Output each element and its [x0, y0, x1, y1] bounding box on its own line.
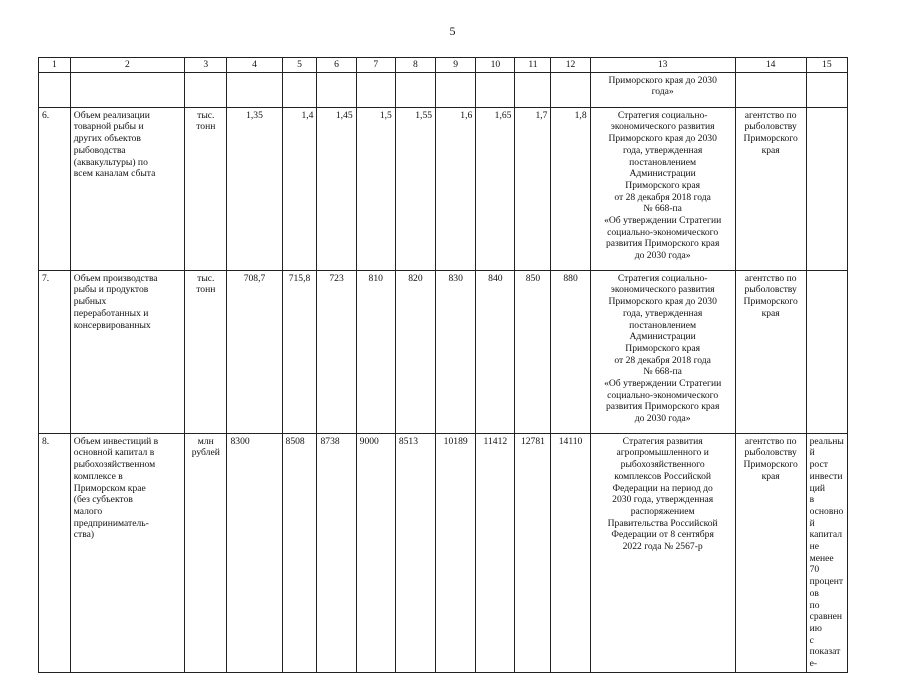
responsible-cell: агентство по рыболовству Приморского края [735, 107, 806, 270]
header-cell: 6 [317, 58, 356, 73]
header-cell: 12 [551, 58, 590, 73]
value-cell: 1,4 [282, 107, 317, 270]
header-cell: 8 [395, 58, 435, 73]
note-cell [806, 107, 847, 270]
value-cell: 850 [515, 270, 551, 433]
value-cell: 1,65 [476, 107, 515, 270]
value-cell: 8738 [317, 433, 356, 672]
responsible-cell: агентство по рыболовству Приморского края [735, 433, 806, 672]
header-cell: 4 [227, 58, 282, 73]
row-number: 8. [39, 433, 71, 672]
value-cell: 10189 [436, 433, 476, 672]
responsible-cell: агентство по рыболовству Приморского края [735, 270, 806, 433]
value-cell: 840 [476, 270, 515, 433]
table-row [39, 270, 848, 433]
table-row [39, 433, 848, 672]
value-cell: 9000 [356, 433, 395, 672]
value-cell: 880 [551, 270, 590, 433]
value-cell: 1,45 [317, 107, 356, 270]
value-cell: 1,7 [515, 107, 551, 270]
unit-cell: млн рублей [185, 433, 227, 672]
header-cell: 11 [515, 58, 551, 73]
document-cell: Стратегия социально- экономического развития Приморского края до 2030 года, утвержденная постановлением Администрации Приморского края от 28 декабря 2018 года № 668-па «Об утверждении Стратегии социально-экономического развития Приморского края до 2030 года» [590, 270, 735, 433]
note-cell [806, 270, 847, 433]
indicator-name: Объем реализации товарной рыбы и других объектов рыбоводства (аквакультуры) по всем каналам сбыта [70, 107, 184, 270]
header-cell: 1 [39, 58, 71, 73]
value-cell: 715,8 [282, 270, 317, 433]
unit-cell: тыс. тонн [185, 107, 227, 270]
value-cell: 1,55 [395, 107, 435, 270]
value-cell: 1,5 [356, 107, 395, 270]
header-cell: 15 [806, 58, 847, 73]
continuation-row [39, 72, 848, 107]
value-cell: 830 [436, 270, 476, 433]
page-number: 5 [449, 24, 456, 38]
value-cell: 1,8 [551, 107, 590, 270]
value-cell: 1,6 [436, 107, 476, 270]
indicator-name: Объем инвестиций в основной капитал в рыбохозяйственном комплексе в Приморском крае (без субъектов малого предприниматель- ства) [70, 433, 184, 672]
row-number: 6. [39, 107, 71, 270]
indicators-table [38, 57, 848, 673]
column-number-row [39, 58, 848, 73]
value-cell: 8300 [227, 433, 282, 672]
note-cell: реальный рост инвестиций в основной капитал не менее 70 процентов по сравнению с показате- [806, 433, 847, 672]
value-cell: 12781 [515, 433, 551, 672]
header-cell: 14 [735, 58, 806, 73]
value-cell: 810 [356, 270, 395, 433]
value-cell: 14110 [551, 433, 590, 672]
value-cell: 8513 [395, 433, 435, 672]
value-cell: 723 [317, 270, 356, 433]
value-cell: 8508 [282, 433, 317, 672]
document-cell: Стратегия социально- экономического развития Приморского края до 2030 года, утвержденная постановлением Администрации Приморского края от 28 декабря 2018 года № 668-па «Об утверждении Стратегии социально-экономического развития Приморского края до 2030 года» [590, 107, 735, 270]
header-cell: 9 [436, 58, 476, 73]
unit-cell: тыс. тонн [185, 270, 227, 433]
header-cell: 7 [356, 58, 395, 73]
indicator-name: Объем производства рыбы и продуктов рыбных переработанных и консервированных [70, 270, 184, 433]
header-cell: 3 [185, 58, 227, 73]
header-cell: 13 [590, 58, 735, 73]
document-cell: Стратегия развития агропромышленного и рыбохозяйственного комплексов Российской Федерации на период до 2030 года, утвержденная распоряжением Правительства Российской Федерации от 8 сентября 2022 года № 2567-р [590, 433, 735, 672]
header-cell: 5 [282, 58, 317, 73]
document-cell: Приморского края до 2030 года» [590, 72, 735, 107]
value-cell: 1,35 [227, 107, 282, 270]
value-cell: 708,7 [227, 270, 282, 433]
header-cell: 10 [476, 58, 515, 73]
table-row [39, 107, 848, 270]
header-cell: 2 [70, 58, 184, 73]
value-cell: 11412 [476, 433, 515, 672]
value-cell: 820 [395, 270, 435, 433]
row-number: 7. [39, 270, 71, 433]
